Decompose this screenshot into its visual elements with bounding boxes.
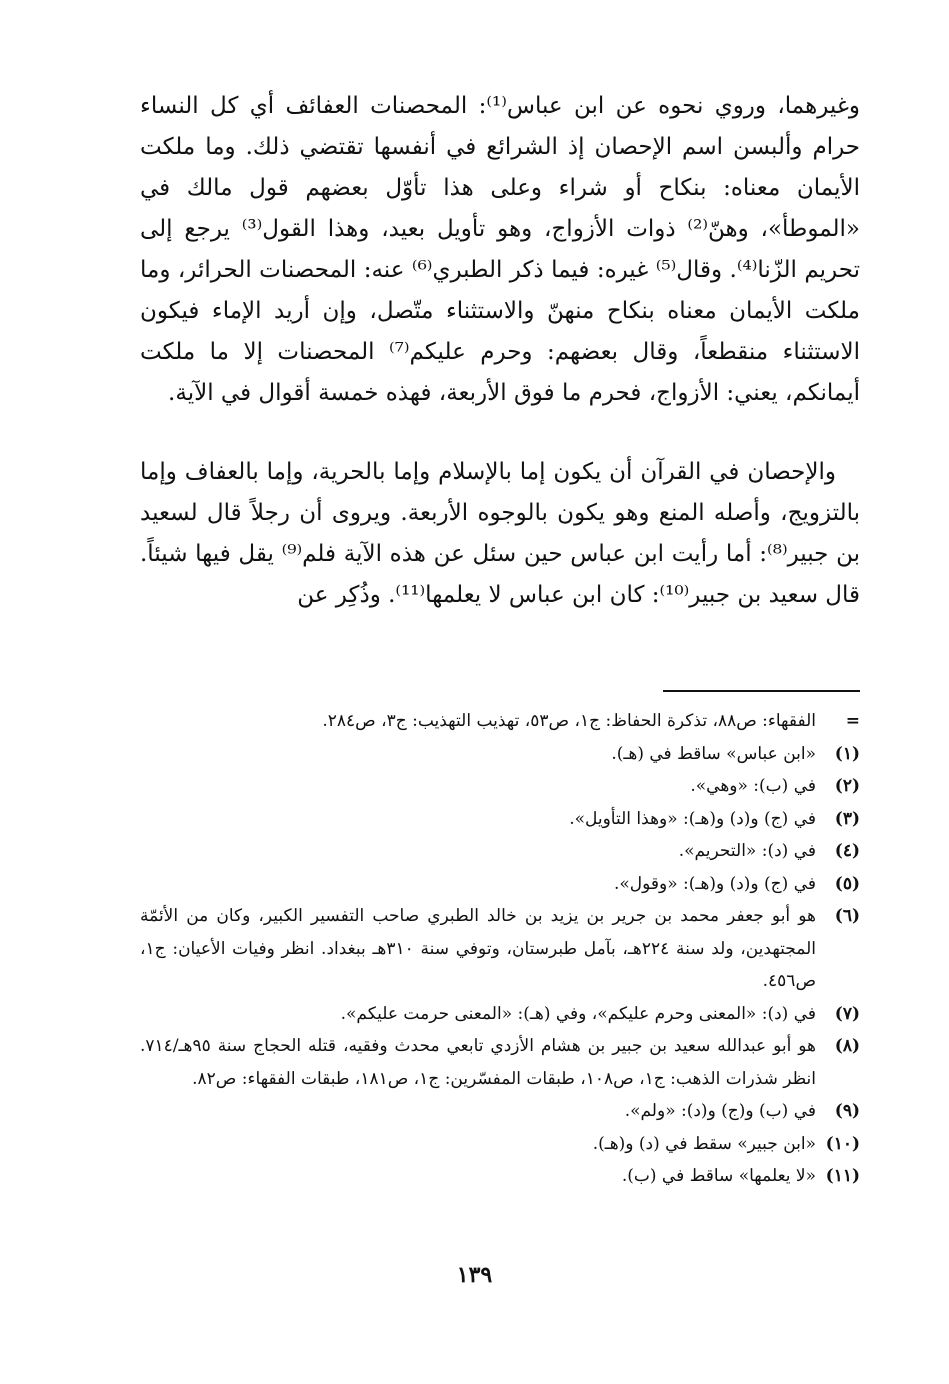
footnote-number: (١١): [825, 1166, 860, 1186]
body-paragraph-1: وغيرهما، وروي نحوه عن ابن عباس⁽¹⁾: المحصنات العفائف أي كل النساء حرام وألبسن اسم الإحصان إذ الشرائع في أنفسها تقتضي ذلك. وما ملكت الأيمان معناه: بنكاح أو شراء وعلى هذا تأوّل بعضهم قول مالك في «الموطأ»، وهنّ⁽²⁾ ذوات الأزواج، وهو تأويل بعيد، وهذا القول⁽³⁾ يرجع إلى تحريم الزّنا⁽⁴⁾. وقال⁽⁵⁾ غيره: فيما ذكر الطبري⁽⁶⁾ عنه: المحصنات الحرائر، وما ملكت الأيمان معناه بنكاح منهنّ والاستثناء متّصل، وإن أريد الإماء فيكون الاستثناء منقطعاً، وقال بعضهم: وحرم عليكم⁽⁷⁾ المحصنات إلا ما ملكت أيمانكم، يعني: الأزواج، فحرم ما فوق الأربعة، فهذه خمسة أقوال في الآية.: [140, 93, 860, 406]
footnote-4: [140, 835, 860, 868]
footnote-number: (٤): [834, 841, 860, 861]
footnote-text: في (د): «المعنى وحرم عليكم»، وفي (هـ): «المعنى حرمت عليكم».: [340, 1003, 816, 1024]
footnote-continued: [140, 705, 860, 738]
main-text: [140, 86, 860, 616]
footnote-number: (٢): [834, 776, 860, 796]
footnotes: [140, 705, 860, 1193]
footnote-number: (١): [834, 743, 860, 764]
footnote-8: [140, 1030, 860, 1095]
footnote-text: في (ج) و(د) و(هـ): «وقول».: [613, 873, 816, 894]
footnote-number: (٩): [834, 1101, 860, 1121]
footnote-number: =: [845, 711, 860, 731]
footnote-number: (٥): [834, 873, 860, 894]
footnote-number: (٣): [834, 808, 860, 829]
footnote-number: (٧): [834, 1003, 860, 1024]
footnote-text: هو أبو عبدالله سعيد بن جبير بن هشام الأزدي تابعي محدث وفقيه، قتله الحجاج سنة ٩٥هـ/٧١٤. انظر شذرات الذهب: ج١، ص١٠٨، طبقات المفسّرين: ج١، ص١٨١، طبقات الفقهاء: ص٨٢.: [140, 1036, 816, 1089]
footnote-6: [140, 900, 860, 998]
footnote-5: [140, 868, 860, 901]
footnote-3: [140, 803, 860, 836]
footnote-number: (٦): [834, 906, 860, 926]
footnote-text: في (ج) و(د) و(هـ): «وهذا التأويل».: [569, 808, 816, 829]
footnote-text: الفقهاء: ص٨٨، تذكرة الحفاظ: ج١، ص٥٣، تهذيب التهذيب: ج٣، ص٢٨٤.: [322, 711, 816, 731]
footnote-separator: [663, 690, 860, 692]
footnote-text: «ابن جبير» سقط في (د) و(هـ).: [592, 1133, 816, 1154]
footnote-10: [140, 1128, 860, 1161]
footnote-text: في (ب) و(ج) و(د): «ولم».: [624, 1101, 816, 1121]
footnote-11: [140, 1160, 860, 1193]
footnote-text: «لا يعلمها» ساقط في (ب).: [621, 1166, 816, 1186]
footnote-number: (١٠): [825, 1133, 860, 1154]
footnote-number: (٨): [834, 1036, 860, 1056]
footnote-7: [140, 998, 860, 1031]
body-paragraph-2: والإحصان في القرآن أن يكون إما بالإسلام وإما بالحرية، وإما بالعفاف وإما بالتزويج، وأصله المنع وهو يكون بالوجوه الأربعة. ويروى أن رجلاً قال لسعيد بن جبير⁽⁸⁾: أما رأيت ابن عباس حين سئل عن هذه الآية فلم⁽⁹⁾ يقل فيها شيئاً. قال سعيد بن جبير⁽¹⁰⁾: كان ابن عباس لا يعلمها⁽¹¹⁾. وذُكِر عن: [140, 459, 861, 608]
footnote-text: في (ب): «وهي».: [690, 776, 816, 796]
footnote-text: هو أبو جعفر محمد بن جرير بن يزيد بن خالد الطبري صاحب التفسير الكبير، وكان من الأئمّة المجتهدين، ولد سنة ٢٢٤هـ، بآمل طبرستان، وتوفي سنة ٣١٠هـ ببغداد. انظر وفيات الأعيان: ج١، ص٤٥٦.: [140, 906, 817, 991]
footnote-2: [140, 770, 860, 803]
page-number: ١٣٩: [456, 1262, 493, 1288]
footnote-1: [140, 738, 860, 771]
footnote-9: [140, 1095, 860, 1128]
footnote-text: في (د): «التحريم».: [678, 841, 816, 861]
footnote-text: «ابن عباس» ساقط في (هـ).: [611, 743, 816, 764]
